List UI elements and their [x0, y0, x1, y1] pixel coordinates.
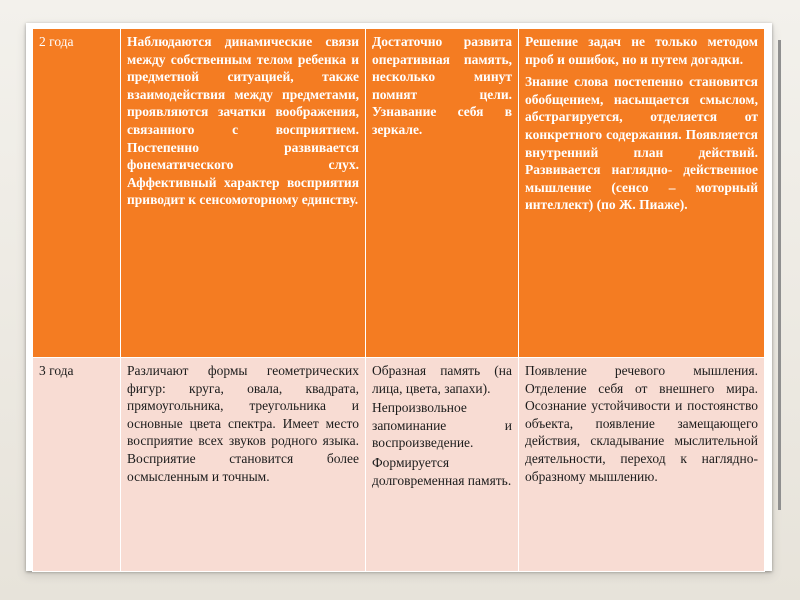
perception-cell: Различают формы геометрических фигур: круга, овала, квадрата, прямоугольника, треугольника и основные цвета спектра. Имеет место восприятие всех звуков родного языка. Восприятие становится более осмысленным и точным.: [121, 358, 366, 572]
table-row: [33, 29, 765, 358]
memory-paragraph: Образная память (на лица, цвета, запахи).: [372, 363, 512, 396]
memory-paragraph: Формируется долговременная память.: [372, 454, 512, 488]
thinking-paragraph: Решение задач не только методом проб и ошибок, но и путем догадки.: [525, 34, 758, 67]
development-table: [32, 28, 765, 572]
thinking-cell: Появление речевого мышления. Отделение себя от внешнего мира. Осознание устойчивости и постоянство объекта, появление замещающего действия, складывание мыслительной деятельности, переход к наглядно-образному мышлению.: [519, 358, 765, 572]
table-row: [33, 358, 765, 572]
memory-cell: Достаточно развита оперативная память, несколько минут помнят цели. Узнавание себя в зеркале.: [366, 29, 519, 358]
age-cell: 3 года: [33, 358, 121, 572]
thinking-paragraph: Знание слова постепенно становится обобщением, насыщается смыслом, абстрагируется, отделяется от конкретного содержания. Появляется внутренний план действий. Развивается наглядно- действенное мышление (сенсо – моторный интеллект) (по Ж. Пиаже).: [525, 74, 758, 213]
scrollbar-track[interactable]: [778, 40, 781, 510]
perception-cell: Наблюдаются динамические связи между собственным телом ребенка и предметной ситуацией, также взаимодействия между предметами, проявляются зачатки воображения, связанного с восприятием. Постепенно развивается фонематического слух. Аффективный характер восприятия приводит к сенсомоторному единству.: [121, 29, 366, 358]
thinking-cell: [519, 29, 765, 358]
memory-paragraph: Непроизвольное запоминание и воспроизведение.: [372, 400, 512, 451]
age-cell: 2 года: [33, 29, 121, 358]
memory-cell: [366, 358, 519, 572]
